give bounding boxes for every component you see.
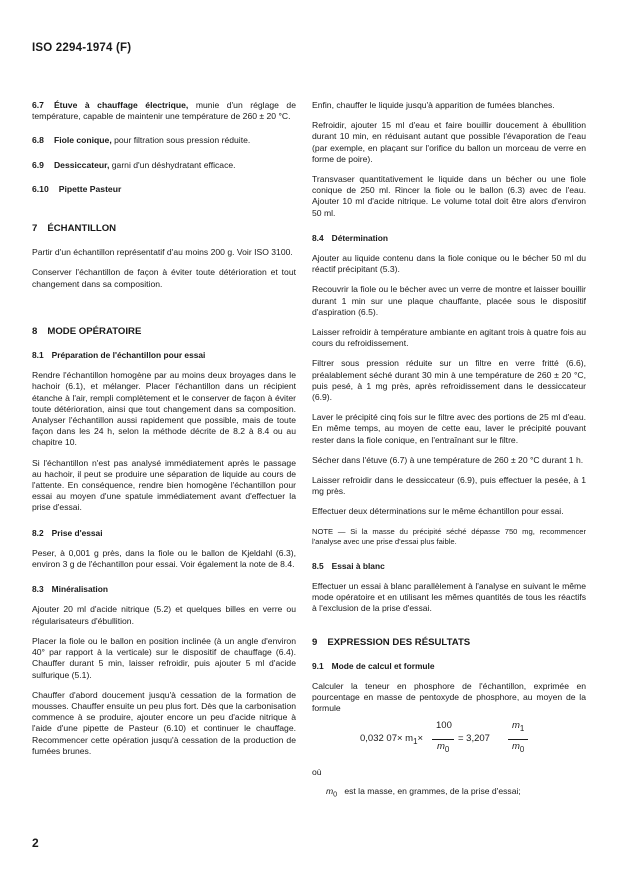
section-8-3-paragraph: Placer la fiole ou le ballon en position inclinée (à un angle d'environ 40° par rapport à la verticale) sur le dispositif de chauffage (6.4). Chauffer durant 5 min, laisser refroidir, puis ajouter 5 ml d'acide sulfurique (5.1). (32, 635, 296, 680)
section-title: Prise d'essai (51, 527, 103, 538)
section-title: Détermination (331, 232, 388, 243)
item-text: garni d'un déshydratant efficace. (111, 159, 236, 170)
section-title: MODE OPÉRATOIRE (47, 325, 142, 337)
section-number: 8.2 (32, 527, 44, 538)
section-8-4-paragraph: Ajouter au liquide contenu dans la fiole conique ou le bécher 50 ml du réactif précipitant (5.3). (312, 253, 586, 275)
section-title: ÉCHANTILLON (47, 223, 117, 235)
formula-sub: 1 (413, 736, 418, 746)
note: NOTE — Si la masse du précipité séché dépasse 750 mg, recommencer l'analyse avec une prise d'essai plus faible. (312, 526, 586, 546)
formula-sub: 1 (519, 723, 525, 733)
section-number: 8.4 (312, 232, 324, 243)
item-6-7 (32, 100, 296, 122)
fraction-2-numerator (512, 720, 524, 734)
formula-var: m (512, 740, 520, 752)
paragraph: Refroidir, ajouter 15 ml d'eau et faire bouillir doucement à ébullition durant 10 min, en réduisant autant que possible l'évaporation de l'eau (par exemple, en plaçant sur l'orifice du ballon un morceau de verre en forme de poire). (312, 120, 586, 164)
paragraph: Transvaser quantitativement le liquide dans un bécher ou une fiole conique de 250 ml. Rincer la fiole ou le ballon (6.3) avec de l'eau. Ajouter 10 ml d'acide nitrique. Le volume total doit être alors d'environ 50 ml. (312, 174, 586, 218)
section-title: Mode de calcul et formule (331, 660, 435, 671)
section-9-1-heading (312, 661, 586, 672)
section-7-paragraph: Conserver l'échantillon de façon à éviter toute détérioration et tout changement dans sa composition. (32, 267, 296, 289)
item-number: 6.8 (32, 135, 44, 146)
section-8-4-paragraph: Laisser refroidir dans le dessiccateur (6.9), puis effectuer la pesée, à 1 mg près. (312, 475, 586, 497)
formula-var: m (437, 740, 445, 752)
section-8-3-paragraph: Ajouter 20 ml d'acide nitrique (5.2) et quelques billes en verre ou régularisateurs d'ébullition. (32, 604, 296, 626)
section-title: EXPRESSION DES RÉSULTATS (327, 636, 471, 648)
formula-var: m (512, 719, 520, 731)
fraction-2-denominator (512, 741, 524, 755)
item-title: Dessiccateur, (53, 159, 110, 170)
item-title: Pipette Pasteur (58, 183, 122, 194)
section-8-1-paragraph: Rendre l'échantillon homogène par au moins deux broyages dans le hachoir (6.1), et mélanger. Placer l'échantillon dans un récipient étanche à l'air, rempli complètement et le conserver de façon à éviter toute détérioration, ainsi que tout changement dans sa composition. Analyser l'échantillon aussi rapidement que possible, mais de toute façon dans les 24 h, selon la méthode décrite de 8.2 à 8.4 ou au chapitre 10. (32, 370, 296, 448)
section-number: 7 (32, 223, 38, 235)
section-number: 8.1 (32, 350, 44, 361)
section-8-1-heading (32, 350, 296, 361)
formula-text: 0,032 07× m (360, 732, 414, 744)
item-title: Étuve à chauffage électrique, (53, 100, 189, 110)
item-6-10 (32, 184, 296, 195)
section-7-paragraph: Partir d'un échantillon représentatif d'au moins 200 g. Voir ISO 3100. (32, 247, 293, 258)
item-6-9 (32, 160, 296, 171)
document-header: ISO 2294-1974 (F) (32, 42, 132, 54)
section-number: 8.5 (312, 560, 324, 571)
definition-text: est la masse, en grammes, de la prise d'essai; (344, 785, 521, 796)
fraction-1-denominator (437, 741, 449, 755)
section-number: 9 (312, 636, 318, 648)
section-8-5-paragraph: Effectuer un essai à blanc parallèlement à l'analyse en suivant le même mode opératoire et en utilisant les mêmes quantités de tous les réactifs à l'exclusion de la prise d'essai. (312, 580, 586, 614)
formula-equals: = 3,207 (458, 732, 490, 744)
page-number: 2 (32, 836, 39, 850)
formula-sub: 0 (519, 744, 525, 754)
left-column (32, 100, 296, 766)
item-number: 6.9 (32, 159, 44, 170)
section-8-2-heading (32, 528, 296, 539)
section-8-heading (32, 326, 296, 337)
section-title: Essai à blanc (331, 560, 385, 571)
fraction-bar (508, 739, 528, 740)
section-title: Préparation de l'échantillon pour essai (51, 350, 206, 361)
section-8-2-paragraph: Peser, à 0,001 g près, dans la fiole ou le ballon de Kjeldahl (6.3), environ 3 g de l'échantillon pour essai. Voir également la note de 8.4. (32, 547, 296, 570)
section-9-1-paragraph: Calculer la teneur en phosphore de l'échantillon, exprimée en pourcentage en masse de pentoxyde de phosphore, au moyen de la formule (312, 680, 586, 714)
section-number: 8 (32, 325, 38, 337)
item-number: 6.10 (32, 183, 49, 194)
item-text: munie d'un réglage de température, capable de maintenir une température de 260 ± 20 °C. (32, 100, 296, 122)
formula-sub: 0 (444, 744, 450, 754)
formula-times: × (417, 732, 424, 744)
section-title: Minéralisation (51, 584, 108, 595)
formula (312, 719, 586, 759)
section-8-3-paragraph: Chauffer d'abord doucement jusqu'à cessation de la formation de mousses. Chauffer ensuite un peu plus fort. Dès que la carbonisation commence à se produire, ajouter encore un peu d'acide nitrique à l'aide d'une pipette de Pasteur (6.10) et continuer le chauffage. Recommencer cette opération jusqu'à cessation de la production de fumées brunes. (32, 689, 296, 756)
where-label: où (312, 766, 322, 777)
item-number: 6.7 (32, 100, 44, 110)
section-8-4-paragraph: Recouvrir la fiole ou le bécher avec un verre de montre et laisser bouillir durant 1 min sur une plaque chauffante, placée sous le dispositif d'aspiration (6.5). (312, 284, 586, 317)
section-8-4-paragraph: Laver le précipité cinq fois sur le filtre avec des portions de 25 ml d'eau. En même temps, au moyen de cette eau, laver le précipité pouvant rester dans la fiole conique, en l'entraînant sur le filtre. (312, 412, 586, 445)
section-8-1-paragraph: Si l'échantillon n'est pas analysé immédiatement après le passage au hachoir, il peut se produire une séparation de liquide au cours de l'attente. En conséquence, rendre bien homogène l'échantillon pour essai au moyen d'une spatule immédiatement avant d'effectuer la prise d'essai. (32, 457, 296, 513)
section-8-4-paragraph: Sécher dans l'étuve (6.7) à une température de 260 ± 20 °C durant 1 h. (312, 454, 584, 465)
fraction-1-numerator: 100 (436, 719, 452, 731)
item-text: pour filtration sous pression réduite. (114, 135, 251, 146)
paragraph: Enfin, chauffer le liquide jusqu'à apparition de fumées blanches. (312, 100, 555, 110)
section-9-heading (312, 637, 586, 648)
section-8-4-paragraph: Effectuer deux déterminations sur le même échantillon pour essai. (312, 506, 564, 517)
section-number: 9.1 (312, 660, 324, 671)
definition-sub: 0 (333, 790, 338, 799)
formula-lhs (360, 733, 423, 747)
section-8-4-paragraph: Laisser refroidir à température ambiante en agitant trois à quatre fois au cours du refroidissement. (312, 327, 586, 349)
definition-symbol: m (326, 785, 334, 796)
right-column (312, 100, 586, 810)
section-7-heading (32, 223, 296, 234)
section-8-5-heading (312, 561, 586, 572)
section-8-3-heading (32, 584, 296, 595)
section-number: 8.3 (32, 584, 44, 595)
section-8-4-paragraph: Filtrer sous pression réduite sur un filtre en verre fritté (6.6), préalablement séché durant 30 min à une température de 260 ± 20 °C, puis pesé, à 1 mg près, après refroidissement dans le dessiccateur (6.9). (312, 358, 586, 403)
item-title: Fiole conique, (53, 135, 112, 146)
item-6-8 (32, 135, 296, 146)
section-8-4-heading (312, 233, 586, 244)
variable-definition (312, 786, 586, 801)
fraction-bar (432, 739, 454, 740)
